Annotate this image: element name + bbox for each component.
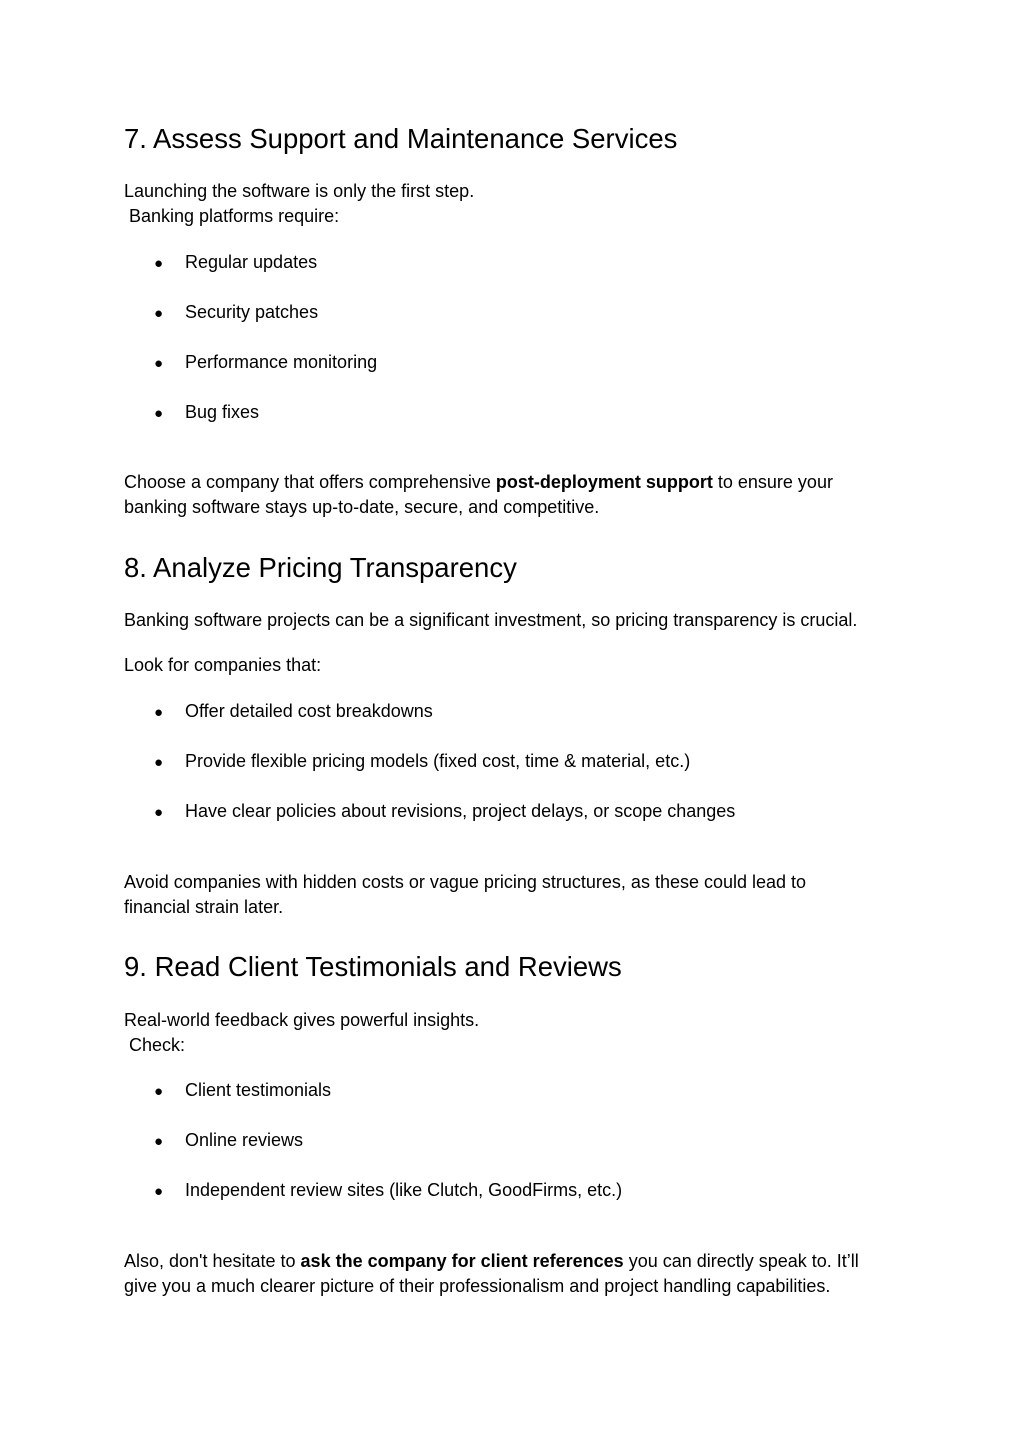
section-8-paragraph-line1: Avoid companies with hidden costs or vague pricing structures, as these could lead to (124, 872, 807, 892)
section-7-heading: 7. Assess Support and Maintenance Services (124, 123, 678, 154)
list-item: ● Independent review sites (like Clutch, GoodFirms, etc.) (154, 1178, 622, 1204)
section-8-intro: Banking software projects can be a significant investment, so pricing transparency is crucial. (124, 610, 858, 630)
section-8-heading: 8. Analyze Pricing Transparency (124, 552, 517, 583)
section-7-intro-line1: Launching the software is only the first step. (124, 181, 475, 201)
bullet-icon: ● (154, 754, 164, 771)
section-8-paragraph-line2: financial strain later. (124, 897, 284, 917)
list-item: ● Bug fixes (154, 400, 259, 426)
section-9-heading: 9. Read Client Testimonials and Reviews (124, 951, 622, 982)
bullet-icon: ● (154, 305, 164, 322)
list-item: ● Provide flexible pricing models (fixed cost, time & material, etc.) (154, 749, 690, 775)
list-item: ● Offer detailed cost breakdowns (154, 699, 433, 725)
list-item: ● Performance monitoring (154, 350, 377, 376)
list-item: ● Have clear policies about revisions, project delays, or scope changes (154, 799, 735, 825)
section-9-intro-line2: Check: (124, 1035, 186, 1055)
list-item: ● Client testimonials (154, 1078, 331, 1104)
bullet-icon: ● (154, 704, 164, 721)
list-item: ● Security patches (154, 300, 318, 326)
section-7-paragraph-line1: Choose a company that offers comprehensive post-deployment support to ensure your (124, 472, 833, 492)
bullet-icon: ● (154, 804, 164, 821)
section-7-intro-line2: Banking platforms require: (124, 206, 340, 226)
section-8-lead: Look for companies that: (124, 655, 322, 675)
bullet-icon: ● (154, 1183, 164, 1200)
bullet-icon: ● (154, 255, 164, 272)
list-item: ● Online reviews (154, 1128, 303, 1154)
bullet-icon: ● (154, 355, 164, 372)
section-9-paragraph-line2: give you a much clearer picture of their professionalism and project handling capabilities. (124, 1276, 831, 1296)
list-item: ● Regular updates (154, 250, 317, 276)
bullet-icon: ● (154, 1083, 164, 1100)
section-9-paragraph-line1: Also, don't hesitate to ask the company for client references you can directly speak to. It’ll (124, 1251, 859, 1271)
section-9-intro-line1: Real-world feedback gives powerful insights. (124, 1010, 480, 1030)
section-7-paragraph-line2: banking software stays up-to-date, secure, and competitive. (124, 497, 600, 517)
bullet-icon: ● (154, 1133, 164, 1150)
bullet-icon: ● (154, 405, 164, 422)
